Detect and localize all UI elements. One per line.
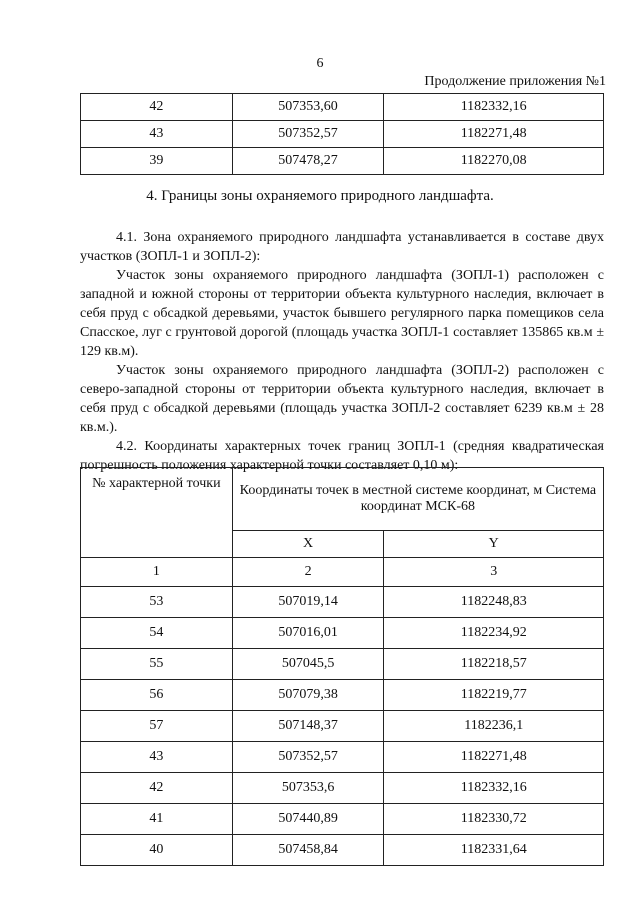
- point-number-cell: 41: [81, 804, 233, 835]
- column-number: 1: [81, 558, 233, 587]
- coordinates-header: Координаты точек в местной системе координат, м Система координат МСК-68: [232, 468, 603, 531]
- page-number: 6: [316, 56, 324, 71]
- point-number-header: № характерной точки: [81, 468, 233, 558]
- table-row: [81, 742, 604, 773]
- paragraph-coordinates-intro: 4.2. Координаты характерных точек границ ЗОПЛ-1 (средняя квадратическая погрешность положения характерной точки составляет 0,10 м):: [80, 439, 604, 473]
- table-row: [81, 835, 604, 866]
- paragraph-zopl-2: Участок зоны охраняемого природного ландшафта (ЗОПЛ-2) расположен с северо-западной стороны от территории объекта культурного наследия, включает в себя пруд с обсадкой деревьями (площадь участка ЗОПЛ-2 составляет 6239 кв.м ± 28 кв.м.).: [80, 363, 604, 435]
- table-row: [81, 680, 604, 711]
- point-number-cell: 57: [81, 711, 233, 742]
- y-coordinate-cell: 1182271,48: [384, 121, 604, 148]
- column-number: 2: [232, 558, 384, 587]
- y-column-header: Y: [384, 531, 604, 558]
- y-coordinate-cell: 1182248,83: [384, 587, 604, 618]
- table-row: [81, 618, 604, 649]
- column-numbering-row: [81, 558, 604, 587]
- y-coordinate-cell: 1182270,08: [384, 148, 604, 175]
- y-coordinate-cell: 1182271,48: [384, 742, 604, 773]
- table-row: [81, 121, 604, 148]
- y-coordinate-cell: 1182234,92: [384, 618, 604, 649]
- x-coordinate-cell: 507353,60: [232, 94, 384, 121]
- point-number-cell: 42: [81, 94, 233, 121]
- table-row: [81, 711, 604, 742]
- x-coordinate-cell: 507353,6: [232, 773, 384, 804]
- x-coordinate-cell: 507045,5: [232, 649, 384, 680]
- paragraph-zones-composition: 4.1. Зона охраняемого природного ландшафта устанавливается в составе двух участков (ЗОПЛ-1 и ЗОПЛ-2):: [80, 230, 604, 264]
- y-coordinate-cell: 1182332,16: [384, 773, 604, 804]
- point-number-cell: 42: [81, 773, 233, 804]
- x-coordinate-cell: 507016,01: [232, 618, 384, 649]
- x-coordinate-cell: 507352,57: [232, 742, 384, 773]
- paragraph-zopl-1: Участок зоны охраняемого природного ландшафта (ЗОПЛ-1) расположен с западной и южной стороны от территории объекта культурного наследия, включает в себя пруд с обсадкой деревьями, участок бывшего регулярного парка помещиков села Спасское, луг с грунтовой дорогой (площадь участка ЗОПЛ-1 составляет 135865 кв.м ± 129 кв.м).: [80, 268, 604, 359]
- column-number: 3: [384, 558, 604, 587]
- point-number-cell: 54: [81, 618, 233, 649]
- table-row: [81, 587, 604, 618]
- point-number-cell: 55: [81, 649, 233, 680]
- x-coordinate-cell: 507458,84: [232, 835, 384, 866]
- table-row: [81, 804, 604, 835]
- x-coordinate-cell: 507019,14: [232, 587, 384, 618]
- table-row: [81, 94, 604, 121]
- y-coordinate-cell: 1182332,16: [384, 94, 604, 121]
- x-coordinate-cell: 507440,89: [232, 804, 384, 835]
- table-row: [81, 773, 604, 804]
- table-row: [81, 649, 604, 680]
- appendix-continuation-note: Продолжение приложения №1: [424, 74, 606, 89]
- point-number-cell: 53: [81, 587, 233, 618]
- zopl-1-coordinates-table: [80, 467, 604, 866]
- x-coordinate-cell: 507478,27: [232, 148, 384, 175]
- section-heading: 4. Границы зоны охраняемого природного ландшафта.: [146, 188, 494, 204]
- point-number-cell: 40: [81, 835, 233, 866]
- point-number-cell: 43: [81, 121, 233, 148]
- x-coordinate-cell: 507352,57: [232, 121, 384, 148]
- table-row: [81, 148, 604, 175]
- y-coordinate-cell: 1182330,72: [384, 804, 604, 835]
- point-number-cell: 39: [81, 148, 233, 175]
- y-coordinate-cell: 1182331,64: [384, 835, 604, 866]
- x-coordinate-cell: 507148,37: [232, 711, 384, 742]
- x-coordinate-cell: 507079,38: [232, 680, 384, 711]
- y-coordinate-cell: 1182219,77: [384, 680, 604, 711]
- y-coordinate-cell: 1182218,57: [384, 649, 604, 680]
- y-coordinate-cell: 1182236,1: [384, 711, 604, 742]
- x-column-header: X: [232, 531, 384, 558]
- point-number-cell: 43: [81, 742, 233, 773]
- coordinates-table-continued: [80, 93, 604, 175]
- point-number-cell: 56: [81, 680, 233, 711]
- section-body: [80, 228, 604, 475]
